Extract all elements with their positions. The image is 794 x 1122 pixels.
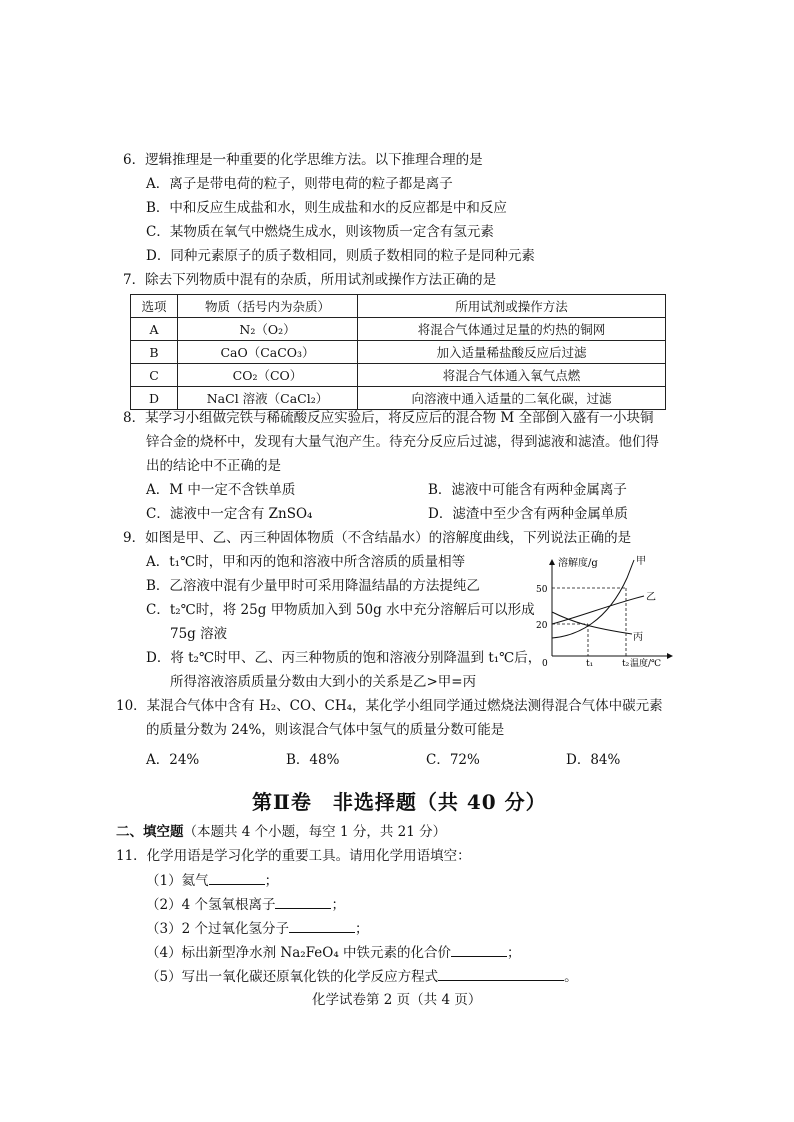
- y-tick-50: 50: [536, 585, 548, 595]
- table-cell: N₂（O₂）: [178, 318, 358, 341]
- q11-item-3-end: ；: [354, 921, 369, 937]
- part2-heading: [116, 822, 446, 842]
- q11-item-3: [146, 918, 368, 939]
- q8-stem-line-2: 锌合金的烧杯中，发现有大量气泡产生。待充分反应后过滤，得到滤液和滤渣。他们得: [146, 434, 659, 450]
- q9-option-c-cont: 75g 溶液: [170, 626, 228, 642]
- solubility-curve-figure: [532, 552, 682, 672]
- answer-blank-5[interactable]: [438, 966, 564, 981]
- table-cell: 向溶液中通入适量的二氧化碳，过滤: [358, 387, 666, 410]
- table-cell: 将混合气体通入氧气点燃: [358, 364, 666, 387]
- x-tick-t2: t₂: [622, 659, 630, 669]
- table-cell: CO₂（CO）: [178, 364, 358, 387]
- q6-option-a: A．离子是带电荷的粒子，则带电荷的粒子都是离子: [146, 176, 453, 192]
- q7-table: [130, 294, 666, 410]
- origin-label: 0: [542, 659, 548, 669]
- part2-label: 二、填空题: [116, 824, 184, 840]
- q11-item-5: [146, 966, 578, 987]
- q8-stem-line-1: 8．某学习小组做完铁与稀硫酸反应实验后，将反应后的混合物 M 全部倒入盛有一小块铜: [123, 410, 654, 426]
- q10-option-b: B．48%: [286, 752, 340, 768]
- q8-option-b: B．滤液中可能含有两种金属离子: [428, 482, 627, 498]
- q8-option-d: D．滤渣中至少含有两种金属单质: [428, 506, 628, 522]
- q11-item-2-end: ；: [331, 897, 345, 913]
- q9-option-a: A．t₁℃时，甲和丙的饱和溶液中所含溶质的质量相等: [146, 554, 466, 570]
- curve-yi: [552, 596, 644, 624]
- q6-option-d: D．同种元素原子的质子数相同，则质子数相同的粒子是同种元素: [146, 248, 535, 264]
- q11-stem: 11．化学用语是学习化学的重要工具。请用化学用语填空：: [116, 848, 471, 864]
- table-header-cell: 选项: [131, 295, 178, 318]
- table-cell: 将混合气体通过足量的灼热的铜网: [358, 318, 666, 341]
- table-row: [131, 387, 666, 410]
- table-cell: CaO（CaCO₃）: [178, 341, 358, 364]
- q11-item-4: [146, 942, 521, 963]
- q11-item-1-end: ；: [264, 873, 279, 889]
- y-tick-20: 20: [536, 621, 548, 631]
- q9-option-b: B．乙溶液中混有少量甲时可采用降温结晶的方法提纯乙: [146, 578, 480, 594]
- table-header-row: [131, 295, 666, 318]
- table-row: [131, 341, 666, 364]
- q7-stem: 7．除去下列物质中混有的杂质，所用试剂或操作方法正确的是: [123, 272, 497, 288]
- table-row: [131, 318, 666, 341]
- x-axis-label: 温度/℃: [630, 659, 662, 669]
- q11-item-1: [146, 870, 278, 891]
- q10-option-a: A．24%: [146, 752, 200, 768]
- table-cell: C: [131, 364, 178, 387]
- q8-option-c: C．滤液中一定含有 ZnSO₄: [146, 506, 313, 522]
- section-title: 第Ⅱ卷 非选择题（共 40 分）: [252, 790, 547, 814]
- q6-option-c: C．某物质在氧气中燃烧生成水，则该物质一定含有氢元素: [146, 224, 494, 240]
- q11-item-4-end: ；: [507, 945, 521, 961]
- curve-label-yi: 乙: [646, 592, 656, 603]
- q11-item-3-text: （3）2 个过氧化氢分子: [146, 921, 289, 937]
- table-cell: NaCl 溶液（CaCl₂）: [178, 387, 358, 410]
- q10-stem-line-1: 10．某混合气体中含有 H₂、CO、CH₄，某化学小组同学通过燃烧法测得混合气体中碳元素: [116, 698, 663, 714]
- q10-option-d: D．84%: [566, 752, 621, 768]
- page-footer: 化学试卷第 2 页（共 4 页）: [312, 992, 482, 1008]
- q11-item-5-end: 。: [564, 969, 578, 985]
- q9-stem: 9．如图是甲、乙、丙三种固体物质（不含结晶水）的溶解度曲线，下列说法正确的是: [123, 530, 632, 546]
- part2-note: （本题共 4 个小题，每空 1 分，共 21 分）: [183, 824, 447, 840]
- q9-option-c: C．t₂℃时，将 25g 甲物质加入到 50g 水中充分溶解后可以形成: [146, 602, 535, 618]
- y-axis-label: 溶解度/g: [558, 558, 598, 569]
- q6-option-b: B．中和反应生成盐和水，则生成盐和水的反应都是中和反应: [146, 200, 507, 216]
- table-cell: B: [131, 341, 178, 364]
- q11-item-4-text: （4）标出新型净水剂 Na₂FeO₄ 中铁元素的化合价: [146, 945, 452, 961]
- q9-option-d-cont: 所得溶液溶质质量分数由大到小的关系是乙>甲=丙: [170, 674, 477, 690]
- answer-blank-3[interactable]: [289, 918, 355, 933]
- table-cell: 加入适量稀盐酸反应后过滤: [358, 341, 666, 364]
- q9-option-d: D．将 t₂℃时甲、乙、丙三种物质的饱和溶液分别降温到 t₁℃后，: [146, 650, 542, 666]
- table-row: [131, 364, 666, 387]
- q6-stem: 6．逻辑推理是一种重要的化学思维方法。以下推理合理的是: [123, 152, 483, 168]
- answer-blank-4[interactable]: [451, 942, 507, 957]
- table-cell: A: [131, 318, 178, 341]
- q11-item-2-text: （2）4 个氢氧根离子: [146, 897, 276, 913]
- table-cell: D: [131, 387, 178, 410]
- q8-option-a: A．M 中一定不含铁单质: [146, 482, 296, 498]
- q11-item-5-text: （5）写出一氧化碳还原氧化铁的化学反应方程式: [146, 969, 439, 985]
- q11-item-2: [146, 894, 345, 915]
- curve-label-jia: 甲: [636, 556, 646, 567]
- table-header-cell: 所用试剂或操作方法: [358, 295, 666, 318]
- q10-option-c: C．72%: [426, 752, 480, 768]
- curve-label-bing: 丙: [633, 632, 643, 643]
- q8-stem-line-3: 出的结论中不正确的是: [146, 458, 281, 474]
- x-tick-t1: t₁: [586, 659, 594, 669]
- q10-stem-line-2: 的质量分数为 24%，则该混合气体中氢气的质量分数可能是: [146, 722, 505, 738]
- answer-blank-1[interactable]: [209, 870, 265, 885]
- table-header-cell: 物质（括号内为杂质）: [178, 295, 358, 318]
- answer-blank-2[interactable]: [275, 894, 331, 909]
- q11-item-1-text: （1）氦气: [146, 873, 209, 889]
